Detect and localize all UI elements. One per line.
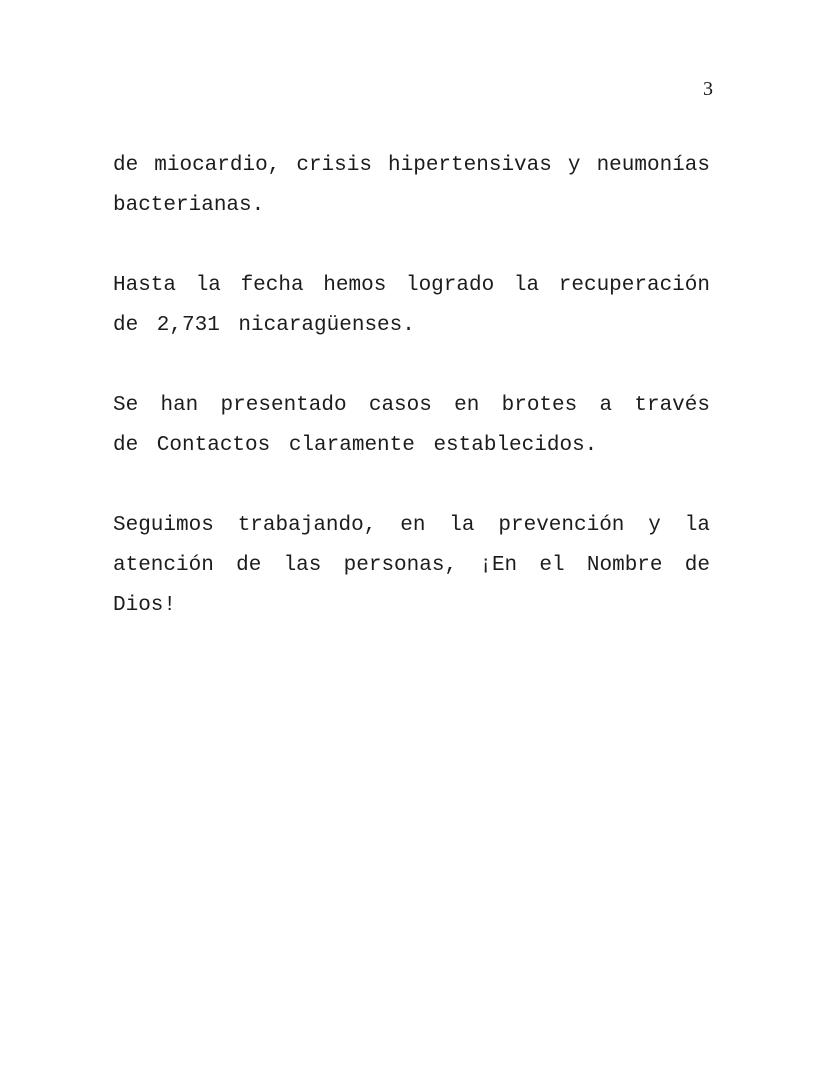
- paragraph: [113, 266, 710, 346]
- text-line: de Contactos claramente establecidos.: [113, 434, 598, 457]
- paragraph: [113, 386, 710, 466]
- document-body: [113, 146, 710, 626]
- paragraph: [113, 146, 710, 226]
- text-line: de 2,731 nicaragüenses.: [113, 314, 415, 337]
- text-line: atención de las personas, ¡En el Nombre de: [113, 554, 710, 577]
- text-line: Se han presentado casos en brotes a través: [113, 394, 710, 417]
- text-line: bacterianas.: [113, 194, 265, 217]
- paragraph: [113, 506, 710, 626]
- text-line: Dios!: [113, 594, 177, 617]
- text-line: Hasta la fecha hemos logrado la recuperación: [113, 274, 710, 297]
- page-number: 3: [703, 78, 713, 100]
- text-line: de miocardio, crisis hipertensivas y neumonías: [113, 154, 710, 177]
- text-line: Seguimos trabajando, en la prevención y la: [113, 514, 710, 537]
